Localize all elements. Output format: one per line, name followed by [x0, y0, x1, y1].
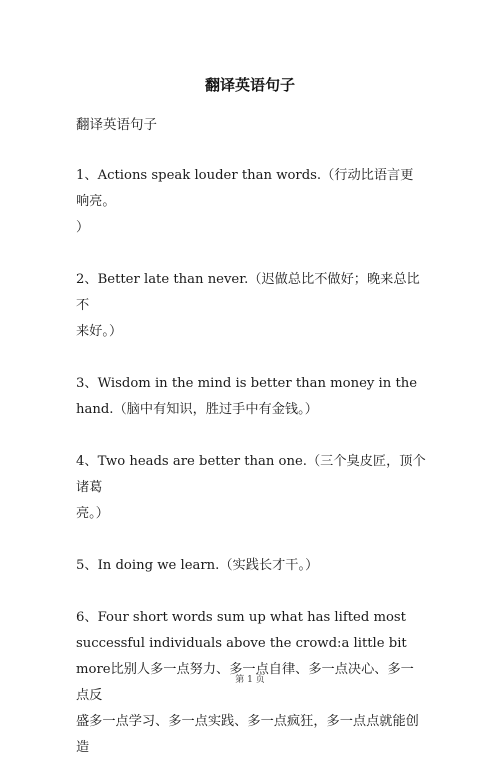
document-subtitle: 翻译英语句子 [76, 117, 157, 133]
document-title: 翻译英语句子 [204, 76, 295, 94]
paragraph-3: 3、Wisdom in the mind is better than money in the hand.（脑中有知识，胜过手中有金钱。） [76, 376, 418, 417]
paragraph-1: 1、Actions speak louder than words.（行动比语言更响亮。 ） [76, 168, 414, 235]
paragraph-6: 6、Four short words sum up what has lifted most successful individuals above the crowd:a little bit more比别人多一点努力、多一点自律、多一点决心、多一点反 盛多一点学习、多一点实践、多一点疯狂，多一点点就能创造 [76, 610, 419, 755]
page-number: 第 1 页 [235, 675, 265, 685]
document-body [76, 163, 426, 761]
paragraph-2: 2、Better late than never.（迟做总比不做好；晚来总比不 来好。） [76, 272, 420, 339]
paragraph-4: 4、Two heads are better than one.（三个臭皮匠，顶个诸葛 亮。） [76, 454, 426, 521]
paragraph-5: 5、In doing we learn.（实践长才干。） [76, 558, 319, 573]
